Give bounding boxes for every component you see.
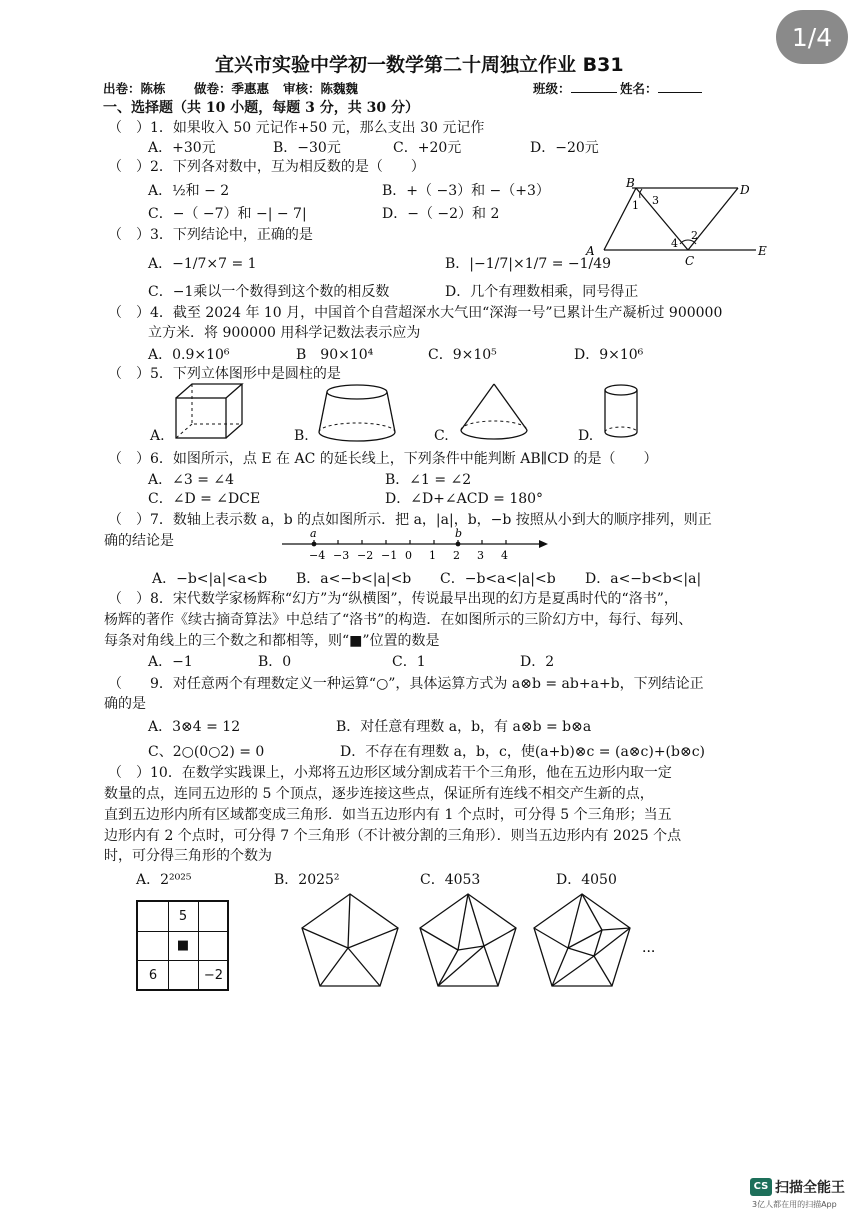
- q3-option-c[interactable]: C．−1乘以一个数得到这个数的相反数: [148, 284, 390, 300]
- q7-option-c[interactable]: C．−b<a<|a|<b: [440, 571, 556, 587]
- q10-option-c[interactable]: C．4053: [420, 872, 481, 888]
- question-4: [108, 302, 722, 322]
- pentagon-edge: [602, 928, 630, 930]
- question-2: [108, 156, 425, 176]
- pentagon-edge: [438, 950, 458, 986]
- answer-bracket[interactable]: （ ）1．: [108, 120, 173, 136]
- q2-option-a[interactable]: A．½和 − 2: [148, 183, 230, 199]
- answer-bracket[interactable]: （ ）2．: [108, 159, 173, 175]
- number-line: [280, 524, 550, 564]
- question-4-cont: 立方米．将 900000 用科学记数法表示应为: [148, 325, 421, 341]
- question-7-cont: 确的结论是: [104, 533, 174, 549]
- q3-option-a[interactable]: A．−1/7×7 = 1: [148, 256, 257, 272]
- q2-option-b[interactable]: B．+（ −3）和 −（+3）: [382, 183, 550, 199]
- name-blank[interactable]: [658, 80, 702, 93]
- question-stem: 截至 2024 年 10 月，中国首个自营超深水大气田“深海一号”已累计生产凝析过 900000: [172, 305, 723, 321]
- question-9: [108, 673, 704, 693]
- frustum-bottom-hidden: [319, 423, 395, 432]
- q1-option-c[interactable]: C．+20元: [393, 140, 462, 156]
- scanner-brand[interactable]: [750, 1177, 845, 1209]
- question-stem: 下列结论中，正确的是: [172, 227, 313, 243]
- cylinder-bottom: [605, 432, 637, 437]
- q9-option-c[interactable]: C、2○(0○2) = 0: [148, 744, 265, 760]
- reviewer: 审核：陈魏魏: [283, 81, 359, 96]
- pentagon-edge: [594, 956, 612, 986]
- pentagon-edge: [438, 946, 484, 986]
- question-stem: 宋代数学家杨辉称“幻方”为“纵横图”，传说最早出现的幻方是夏禹时代的“洛书”，: [172, 591, 678, 607]
- cone-figure: [458, 382, 530, 444]
- name-field[interactable]: [620, 79, 702, 97]
- question-8: [108, 588, 678, 608]
- question-3: [108, 224, 313, 244]
- q6-option-b[interactable]: B．∠1 = ∠2: [385, 472, 472, 488]
- class-field[interactable]: [533, 79, 617, 97]
- frustum-figure: [316, 382, 398, 444]
- pentagon-edge: [348, 948, 380, 986]
- q4-option-a[interactable]: A．0.9×10⁶: [148, 347, 230, 363]
- q6-option-c[interactable]: C．∠D = ∠DCE: [148, 491, 261, 507]
- q3-option-d[interactable]: D．几个有理数相乘，同号得正: [445, 284, 639, 300]
- pentagon-two-points: [420, 894, 516, 986]
- q5-option-c[interactable]: C.: [434, 428, 449, 444]
- answer-bracket[interactable]: （ ）7．: [108, 512, 173, 528]
- line-ba: [604, 188, 636, 250]
- cube-front: [176, 398, 226, 438]
- question-1: [108, 117, 484, 137]
- label-c: C: [685, 254, 695, 268]
- pentagon-edge: [568, 948, 594, 956]
- answer-bracket[interactable]: （: [108, 676, 150, 692]
- setter: 出卷：陈栋: [103, 81, 166, 96]
- q10-option-b[interactable]: B．2025²: [274, 872, 340, 888]
- question-10: [108, 762, 672, 782]
- frustum-bottom: [319, 432, 395, 441]
- class-label: 班级：: [533, 81, 571, 96]
- q8-option-a[interactable]: A．−1: [148, 654, 193, 670]
- magic-square-cell: [198, 931, 229, 961]
- q2-option-d[interactable]: D．−（ −2）和 2: [382, 206, 500, 222]
- answer-bracket[interactable]: （ ）5．: [108, 366, 173, 382]
- label-d: D: [740, 183, 750, 197]
- q8-option-d[interactable]: D．2: [520, 654, 555, 670]
- magic-square-cell: [138, 931, 169, 961]
- pentagon-edge: [348, 928, 398, 948]
- section-title: 一、选择题（共 10 小题，每题 3 分，共 30 分）: [103, 100, 419, 116]
- pentagon-edge: [348, 894, 350, 948]
- q8-option-c[interactable]: C．1: [392, 654, 426, 670]
- cone-side-left: [461, 384, 494, 430]
- pentagon-edge: [458, 894, 468, 950]
- q5-option-d[interactable]: D.: [578, 428, 594, 444]
- pentagon-figures: [300, 890, 670, 994]
- q8-option-b[interactable]: B．0: [258, 654, 292, 670]
- angle-3-label: 3: [652, 194, 659, 207]
- question-stem: 如图所示，点 E 在 AC 的延长线上，下列条件中能判断 AB∥CD 的是（ ）: [172, 451, 658, 467]
- tick-label: −3: [333, 549, 350, 562]
- tick-label: −2: [357, 549, 374, 562]
- cube-figure: [172, 380, 248, 442]
- tick-label: −4: [309, 549, 326, 562]
- question-10-cont3: 边形内有 2 个点时，可分得 7 个三角形（不计被分割的三角形）．则当五边形内有 2025 个点: [104, 828, 682, 844]
- q3-option-b[interactable]: B．|−1/7|×1/7 = −1/49: [445, 256, 612, 272]
- q5-option-b[interactable]: B.: [294, 428, 309, 444]
- question-stem: 下列立体图形中是圆柱的是: [172, 366, 341, 382]
- cube-side: [226, 384, 242, 438]
- brand-name: 扫描全能王: [775, 1180, 845, 1196]
- page-indicator[interactable]: 1/4: [776, 10, 848, 64]
- frustum-side-left: [319, 392, 327, 432]
- q10-option-a[interactable]: A．2²⁰²⁵: [136, 872, 192, 888]
- tick-label: 1: [429, 549, 436, 562]
- question-stem: 下列各对数中，互为相反数的是（ ）: [172, 159, 425, 175]
- tick-label: 3: [477, 549, 484, 562]
- maker: 做卷：季惠惠: [194, 81, 270, 96]
- question-stem: 数轴上表示数 a，b 的点如图所示．把 a，|a|，b，−b 按照从小到大的顺序排列，则正: [172, 512, 712, 528]
- point-a: [312, 542, 317, 547]
- ellipsis: ···: [642, 944, 656, 960]
- angle-2-label: 2: [691, 229, 698, 242]
- pentagon-outline: [420, 894, 516, 986]
- magic-square-cell: −2: [203, 967, 224, 983]
- magic-square-cell: [168, 960, 199, 990]
- brand-tagline: 3亿人都在用的扫描App: [752, 1200, 837, 1209]
- label-a: A: [586, 244, 595, 258]
- q4-option-c[interactable]: C．9×10⁵: [428, 347, 497, 363]
- pentagon-edge: [594, 928, 630, 956]
- question-8-cont: 杨辉的著作《续古摘奇算法》中总结了“洛书”的构造．在如图所示的三阶幻方中，每行、每列、: [104, 612, 693, 628]
- q6-option-d[interactable]: D．∠D+∠ACD = 180°: [385, 491, 544, 507]
- q9-option-b[interactable]: B．对任意有理数 a，b，有 a⊗b = b⊗a: [336, 719, 592, 735]
- cube-top: [176, 384, 242, 398]
- magic-square-cell: [138, 902, 169, 932]
- magic-square: [136, 900, 229, 991]
- cylinder-bottom-hidden: [605, 427, 637, 432]
- q1-option-b[interactable]: B．−30元: [273, 140, 341, 156]
- point-b: [456, 542, 461, 547]
- magic-square-cell: 5: [168, 902, 199, 932]
- q5-option-a[interactable]: A.: [150, 428, 165, 444]
- label-b: B: [626, 176, 635, 190]
- question-10-cont2: 直到五边形内所有区域都变成三角形．如当五边形内有 1 个点时，可分得 5 个三角形；当五: [104, 807, 672, 823]
- pentagon-one-point: [302, 894, 398, 986]
- tick-label: −1: [381, 549, 398, 562]
- question-10-cont: 数量的点，连同五边形的 5 个顶点，逐步连接这些点，保证所有连线不相交产生新的点，: [104, 786, 654, 802]
- pentagon-three-points: [534, 894, 630, 986]
- answer-bracket[interactable]: （ ）6．: [108, 451, 173, 467]
- question-stem: 9．对任意两个有理数定义一种运算“○”，具体运算方式为 a⊗b = ab+a+b，下列结论正: [150, 676, 704, 692]
- cone-base: [461, 430, 527, 439]
- tick-label: 2: [453, 549, 460, 562]
- question-9-cont: 确的是: [104, 696, 146, 712]
- tick-label: 0: [405, 549, 412, 562]
- question-10-cont4: 时，可分得三角形的个数为: [104, 848, 272, 864]
- q7-option-a[interactable]: A．−b<|a|<a<b: [152, 571, 268, 587]
- magic-square-cell: [198, 902, 229, 932]
- label-e: E: [758, 244, 767, 258]
- label-a: a: [310, 527, 317, 540]
- label-b: b: [455, 527, 463, 540]
- answer-bracket[interactable]: （ ）3．: [108, 227, 173, 243]
- tick-label: 4: [501, 549, 508, 562]
- question-stem: 在数学实践课上，小郑将五边形区域分割成若干个三角形，他在五边形内取一定: [181, 765, 672, 781]
- page-title: 宜兴市实验中学初一数学第二十周独立作业 B31: [215, 54, 624, 76]
- q2-option-c[interactable]: C．−（ −7）和 −| − 7|: [148, 206, 307, 222]
- cylinder-top: [605, 385, 637, 395]
- pentagon-edge: [468, 894, 484, 946]
- q4-option-b[interactable]: B 90×10⁴: [296, 347, 374, 363]
- answer-bracket[interactable]: （ ）10．: [108, 765, 182, 781]
- cone-side-right: [494, 384, 527, 430]
- angle-1-label: 1: [632, 199, 639, 212]
- question-8-cont2: 每条对角线上的三个数之和都相等，则“■”位置的数是: [104, 633, 440, 649]
- magic-square-cell: ■: [168, 931, 199, 961]
- axis-arrow: [539, 540, 548, 548]
- question-stem: 如果收入 50 元记作+50 元，那么支出 30 元记作: [172, 120, 485, 136]
- frustum-top: [327, 385, 387, 399]
- q4-option-d[interactable]: D．9×10⁶: [574, 347, 644, 363]
- cube-hidden-edge: [176, 424, 192, 438]
- frustum-side-right: [387, 392, 395, 432]
- pentagon-edge: [320, 948, 348, 986]
- answer-bracket[interactable]: （ ）8．: [108, 591, 173, 607]
- pentagon-edge: [582, 894, 602, 930]
- magic-square-cell: 6: [138, 960, 169, 990]
- answer-bracket[interactable]: （ ）4．: [108, 305, 173, 321]
- question-6: [108, 448, 657, 468]
- name-label: 姓名：: [620, 81, 658, 96]
- cone-base-hidden: [461, 421, 527, 430]
- angle-4-label: 4: [671, 237, 678, 250]
- class-blank[interactable]: [571, 80, 617, 93]
- q9-option-d[interactable]: D．不存在有理数 a，b，c，使(a+b)⊗c = (a⊗c)+(b⊗c): [340, 744, 706, 760]
- q6-option-a[interactable]: A．∠3 = ∠4: [148, 472, 235, 488]
- q9-option-a[interactable]: A．3⊗4 = 12: [148, 719, 241, 735]
- q10-option-d[interactable]: D．4050: [556, 872, 617, 888]
- pentagon-edge: [484, 946, 498, 986]
- q1-option-d[interactable]: D．−20元: [530, 140, 599, 156]
- q7-option-d[interactable]: D．a<−b<b<|a|: [585, 571, 702, 587]
- line-bc: [636, 188, 688, 250]
- q1-option-a[interactable]: A．+30元: [148, 140, 216, 156]
- q7-option-b[interactable]: B．a<−b<|a|<b: [296, 571, 412, 587]
- cylinder-figure: [602, 382, 642, 444]
- pentagon-edge: [302, 928, 348, 948]
- brand-logo: CS: [750, 1178, 772, 1196]
